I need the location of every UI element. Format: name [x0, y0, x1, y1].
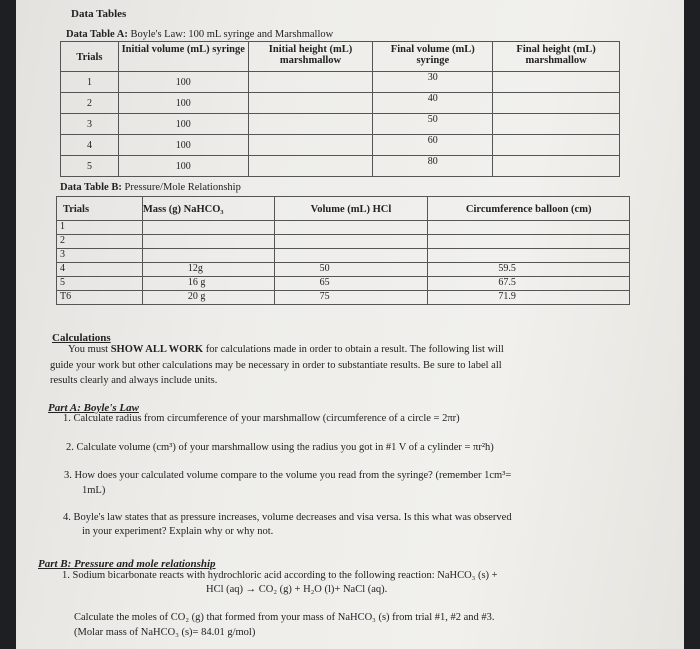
part-b-question-1-line-1: 1. Sodium bicarbonate reacts with hydrochloric acid according to the following reaction: NaHCO₃ (s) + — [62, 570, 498, 581]
table-a-initial-volume-cell: 100 — [118, 72, 248, 93]
table-row — [61, 135, 620, 156]
table-b-trial-cell: 2 — [57, 235, 143, 249]
calculations-line-2: guide your work but other calculations may be necessary in order to substantiate results. Be sure to label all — [50, 360, 502, 371]
table-a-final-height-cell — [493, 93, 620, 114]
table-b-header-mass: Mass (g) NaHCO₃ — [142, 197, 274, 221]
table-b-volume-cell — [274, 221, 428, 235]
table-b-circumference-cell — [428, 249, 630, 263]
table-a-initial-volume-cell: 100 — [118, 93, 248, 114]
table-row — [57, 221, 630, 235]
table-a-final-volume-cell: 40 — [373, 93, 493, 114]
table-b-trial-cell: 4 — [57, 263, 143, 277]
part-b-reaction-equation: HCl (aq) → CO₂ (g) + H₂O (l)+ NaCl (aq). — [206, 584, 388, 595]
table-a-final-height-cell — [493, 72, 620, 93]
table-a-caption — [66, 29, 333, 40]
table-a-caption-text: Boyle's Law: 100 mL syringe and Marshmallow — [127, 29, 334, 40]
table-a-final-height-cell — [493, 114, 620, 135]
table-a-final-volume-cell: 30 — [373, 72, 493, 93]
part-a-question-2: 2. Calculate volume (cm³) of your marshmallow using the radius you got in #1 V of a cylinder = πr²h) — [66, 442, 494, 453]
table-a-initial-volume-cell: 100 — [118, 114, 248, 135]
table-a-header-initial-height: Initial height (mL) marshmallow — [248, 42, 373, 72]
part-b-heading: Part B: Pressure and mole relationship — [38, 558, 216, 570]
table-a-initial-volume-cell: 100 — [118, 156, 248, 177]
table-row — [57, 263, 630, 277]
table-b-mass-cell — [142, 249, 274, 263]
table-b-volume-cell: 50 — [274, 263, 428, 277]
table-a-final-volume-cell: 60 — [373, 135, 493, 156]
table-a-initial-height-cell — [248, 156, 373, 177]
calculations-heading: Calculations — [52, 332, 111, 344]
table-a-trial-cell: 4 — [61, 135, 119, 156]
table-row — [57, 249, 630, 263]
table-a-final-height-cell — [493, 156, 620, 177]
table-a-header-row — [61, 42, 620, 72]
table-b-caption-label: Data Table B: — [60, 182, 122, 193]
table-b-header-volume: Volume (mL) HCl — [274, 197, 428, 221]
table-a-header-trials: Trials — [61, 42, 119, 72]
table-a — [60, 41, 620, 177]
table-a-trial-cell: 2 — [61, 93, 119, 114]
table-a-initial-height-cell — [248, 93, 373, 114]
table-b-trial-cell: 5 — [57, 277, 143, 291]
table-a-initial-height-cell — [248, 114, 373, 135]
table-b-header-circumference: Circumference balloon (cm) — [428, 197, 630, 221]
table-b-mass-cell: 12g — [142, 263, 274, 277]
table-row — [61, 72, 620, 93]
table-row — [57, 291, 630, 305]
table-b-circumference-cell: 71.9 — [428, 291, 630, 305]
table-a-header-initial-volume: Initial volume (mL) syringe — [118, 42, 248, 72]
table-b-volume-cell — [274, 249, 428, 263]
calculations-line-1-pre: You must — [68, 344, 111, 355]
table-a-header-final-height: Final height (mL) marshmallow — [493, 42, 620, 72]
table-b-circumference-cell — [428, 221, 630, 235]
table-b-mass-cell — [142, 235, 274, 249]
table-b-header-row — [57, 197, 630, 221]
table-b-circumference-cell — [428, 235, 630, 249]
table-b-trial-cell: 1 — [57, 221, 143, 235]
table-a-header-final-volume: Final volume (mL) syringe — [373, 42, 493, 72]
table-a-final-volume-cell: 80 — [373, 156, 493, 177]
table-row — [57, 277, 630, 291]
table-a-trial-cell: 5 — [61, 156, 119, 177]
table-a-final-volume-cell: 50 — [373, 114, 493, 135]
part-a-question-3-line-2: 1mL) — [82, 485, 106, 496]
table-b-mass-cell: 20 g — [142, 291, 274, 305]
part-a-question-4-line-2: in your experiment? Explain why or why not. — [82, 526, 274, 537]
table-b — [56, 196, 630, 305]
table-b-caption-text: Pressure/Mole Relationship — [121, 182, 241, 193]
table-b-trial-cell: 3 — [57, 249, 143, 263]
table-b-caption — [60, 182, 241, 193]
part-b-calc-line-2: (Molar mass of NaHCO₃ (s)= 84.01 g/mol) — [74, 627, 256, 638]
table-a-initial-height-cell — [248, 135, 373, 156]
table-row — [61, 93, 620, 114]
table-b-volume-cell: 75 — [274, 291, 428, 305]
calculations-emphasis: SHOW ALL WORK — [110, 344, 204, 355]
part-a-question-3-line-1: 3. How does your calculated volume compare to the volume you read from the syringe? (remember 1cm³= — [64, 470, 512, 481]
table-row — [57, 235, 630, 249]
table-b-header-trials: Trials — [57, 197, 143, 221]
table-row — [61, 114, 620, 135]
part-a-question-4-line-1: 4. Boyle's law states that as pressure increases, volume decreases and visa versa. Is this what was observed — [63, 512, 512, 523]
table-a-trial-cell: 1 — [61, 72, 119, 93]
table-a-trial-cell: 3 — [61, 114, 119, 135]
table-b-volume-cell: 65 — [274, 277, 428, 291]
table-a-initial-volume-cell: 100 — [118, 135, 248, 156]
table-b-mass-cell: 16 g — [142, 277, 274, 291]
table-a-initial-height-cell — [248, 72, 373, 93]
table-b-trial-cell: T6 — [57, 291, 143, 305]
calculations-line-3: results clearly and always include units. — [50, 375, 218, 386]
table-b-volume-cell — [274, 235, 428, 249]
part-b-calc-line-1: Calculate the moles of CO₂ (g) that formed from your mass of NaHCO₃ (s) from trial #1, #2 and #3. — [74, 612, 495, 623]
calculations-line-1-post: for calculations made in order to obtain a result. The following list will — [203, 344, 504, 355]
table-b-circumference-cell: 59.5 — [428, 263, 630, 277]
table-a-final-height-cell — [493, 135, 620, 156]
table-row — [61, 156, 620, 177]
worksheet-page — [16, 0, 684, 649]
part-a-heading: Part A: Boyle's Law — [48, 402, 139, 414]
table-b-circumference-cell: 67.5 — [428, 277, 630, 291]
calculations-line-1 — [68, 344, 504, 355]
part-a-question-1: 1. Calculate radius from circumference of your marshmallow (circumference of a circle = 2πr) — [63, 413, 460, 424]
page-title: Data Tables — [71, 8, 127, 20]
table-b-mass-cell — [142, 221, 274, 235]
table-a-caption-label: Data Table A: — [66, 29, 128, 40]
